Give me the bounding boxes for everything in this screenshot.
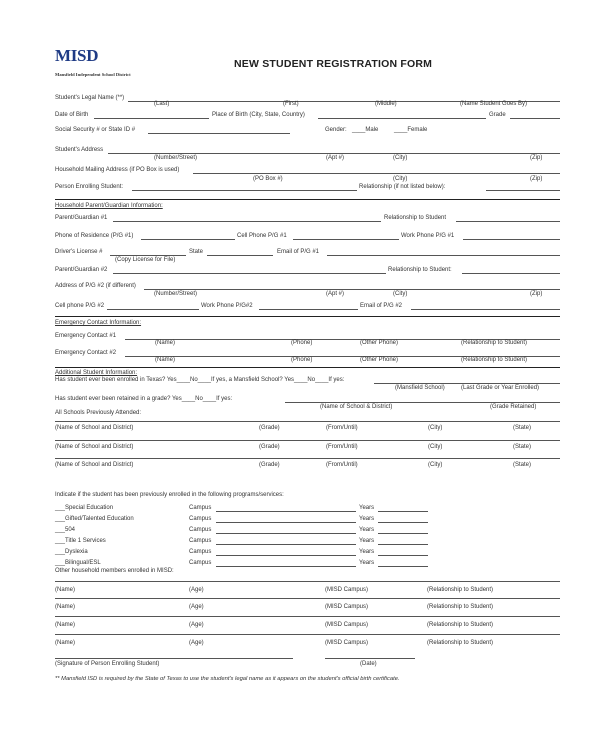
date-line[interactable]	[325, 658, 415, 659]
household-relationship-caption: (Relationship to Student)	[427, 587, 494, 593]
apt-caption-2: (Apt #)	[326, 291, 345, 297]
relationship-not-listed-label: Relationship (if not listed below):	[359, 184, 446, 190]
school-row-state: (State)	[513, 462, 532, 468]
school-row-grade: (Grade)	[259, 462, 280, 468]
last-caption: (Last)	[154, 101, 170, 107]
mailing-line[interactable]	[193, 173, 560, 174]
school-row-city: (City)	[428, 444, 443, 450]
program-years-line[interactable]	[378, 555, 428, 556]
address-label: Student's Address	[55, 147, 104, 153]
page-title: NEW STUDENT REGISTRATION FORM	[234, 58, 433, 70]
grade-label: Grade	[489, 112, 506, 118]
district-logo: MISD	[55, 46, 99, 65]
school-row-city: (City)	[428, 425, 443, 431]
cell-pg2-line[interactable]	[107, 309, 199, 310]
program-campus-label: Campus	[189, 538, 212, 544]
work-pg2-label: Work Phone P/G#2	[201, 303, 253, 309]
email-pg1-label: Email of P/G #1	[277, 249, 320, 255]
pg1-relationship-label: Relationship to Student	[384, 215, 447, 221]
contact1-phone-caption: (Phone)	[291, 340, 313, 346]
program-campus-label: Campus	[189, 560, 212, 566]
city-caption-2: (City)	[393, 176, 408, 182]
number-street-caption: (Number/Street)	[154, 155, 198, 161]
household-name-caption: (Name)	[55, 587, 76, 593]
household-row-line[interactable]	[55, 616, 560, 617]
household-age-caption: (Age)	[189, 640, 204, 646]
contact2-name-caption: (Name)	[155, 357, 176, 363]
first-caption: (First)	[283, 101, 299, 107]
dob-label: Date of Birth	[55, 112, 89, 118]
cell-pg1-line[interactable]	[293, 239, 399, 240]
household-relationship-caption: (Relationship to Student)	[427, 604, 494, 610]
apt-caption: (Apt #)	[326, 155, 345, 161]
enrolling-line[interactable]	[132, 190, 357, 191]
contact1-name-caption: (Name)	[155, 340, 176, 346]
work-pg2-line[interactable]	[259, 309, 358, 310]
program-item[interactable]: ___Special Education	[55, 505, 114, 511]
address-pg2-line[interactable]	[144, 289, 560, 290]
program-item[interactable]: ___Title 1 Services	[55, 538, 106, 544]
phone-residence-label: Phone of Residence (P/G #1)	[55, 233, 134, 239]
household-name-caption: (Name)	[55, 640, 76, 646]
parents-section-title: Household Parent/Guardian Information:	[55, 203, 163, 209]
work-pg1-label: Work Phone P/G #1	[401, 233, 455, 239]
date-caption: (Date)	[360, 661, 377, 667]
po-box-caption: (PO Box #)	[253, 176, 283, 182]
divider	[55, 316, 560, 317]
contact1-other-phone-caption: (Other Phone)	[360, 340, 399, 346]
program-years-label: Years	[359, 516, 375, 522]
relationship-not-listed-line[interactable]	[486, 190, 560, 191]
pg1-relationship-line[interactable]	[456, 221, 560, 222]
household-campus-caption: (MISD Campus)	[325, 622, 369, 628]
pg1-line[interactable]	[113, 221, 381, 222]
household-row-line[interactable]	[55, 581, 560, 582]
pob-label: Place of Birth (City, State, Country)	[212, 112, 305, 118]
contact2-other-phone-caption: (Other Phone)	[360, 357, 399, 363]
last-grade-caption: (Last Grade or Year Enrolled)	[461, 385, 540, 391]
grade-retained-caption: (Grade Retained)	[490, 404, 537, 410]
emergency-section-title: Emergency Contact Information:	[55, 320, 142, 326]
contact2-label: Emergency Contact #2	[55, 350, 117, 356]
program-item[interactable]: ___504	[55, 527, 76, 533]
program-years-label: Years	[359, 549, 375, 555]
program-item[interactable]: ___Dyslexia	[55, 549, 88, 555]
email-pg2-label: Email of P/G #2	[360, 303, 403, 309]
pg1-label: Parent/Guardian #1	[55, 215, 108, 221]
school-row-grade: (Grade)	[259, 425, 280, 431]
household-name-caption: (Name)	[55, 622, 76, 628]
program-campus-line[interactable]	[216, 544, 356, 545]
pg2-relationship-label: Relationship to Student:	[388, 267, 452, 273]
programs-intro: Indicate if the student has been previously enrolled in the following programs/services:	[55, 492, 284, 498]
pg2-line[interactable]	[113, 273, 386, 274]
zip-caption: (Zip)	[530, 155, 543, 161]
retained-question: Has student ever been retained in a grade? Yes____No____If yes:	[55, 396, 233, 402]
enrolling-label: Person Enrolling Student:	[55, 184, 124, 190]
contact1-label: Emergency Contact #1	[55, 333, 117, 339]
gender-label: Gender:	[325, 127, 347, 133]
household-relationship-caption: (Relationship to Student)	[427, 640, 494, 646]
license-label: Driver's License #	[55, 249, 103, 255]
program-years-label: Years	[359, 538, 375, 544]
program-years-label: Years	[359, 505, 375, 511]
program-years-line[interactable]	[378, 511, 428, 512]
household-name-caption: (Name)	[55, 604, 76, 610]
school-row-city: (City)	[428, 462, 443, 468]
divider	[55, 199, 560, 200]
program-item[interactable]: ___Gifted/Talented Education	[55, 516, 134, 522]
household-age-caption: (Age)	[189, 587, 204, 593]
zip-caption-2: (Zip)	[530, 176, 543, 182]
dob-line[interactable]	[94, 118, 209, 119]
contact1-relationship-caption: (Relationship to Student)	[461, 340, 528, 346]
program-years-line[interactable]	[378, 522, 428, 523]
program-years-label: Years	[359, 527, 375, 533]
city-caption-3: (City)	[393, 291, 408, 297]
program-years-line[interactable]	[378, 566, 428, 567]
household-relationship-caption: (Relationship to Student)	[427, 622, 494, 628]
school-row-state: (State)	[513, 425, 532, 431]
program-campus-line[interactable]	[216, 555, 356, 556]
state-line[interactable]	[207, 255, 273, 256]
email-pg2-line[interactable]	[411, 309, 560, 310]
program-campus-line[interactable]	[216, 511, 356, 512]
program-campus-label: Campus	[189, 505, 212, 511]
goes-by-caption: (Name Student Goes By)	[460, 101, 528, 107]
pg2-relationship-line[interactable]	[462, 273, 560, 274]
signature-line[interactable]	[55, 658, 293, 659]
phone-residence-line[interactable]	[141, 239, 235, 240]
district-name: Mansfield Independent School District	[55, 72, 131, 77]
school-row-line[interactable]	[55, 421, 560, 422]
middle-caption: (Middle)	[375, 101, 397, 107]
pg2-label: Parent/Guardian #2	[55, 267, 108, 273]
email-pg1-line[interactable]	[327, 255, 560, 256]
household-row-line[interactable]	[55, 634, 560, 635]
household-campus-caption: (MISD Campus)	[325, 587, 369, 593]
ssn-line[interactable]	[148, 133, 290, 134]
mailing-label: Household Mailing Address (if PO Box is used)	[55, 167, 180, 173]
texas-answer-line[interactable]	[374, 383, 560, 384]
program-campus-label: Campus	[189, 516, 212, 522]
schools-prev-label: All Schools Previously Attended:	[55, 410, 142, 416]
name-school-district-caption: (Name of School & District)	[320, 404, 393, 410]
license-line[interactable]	[110, 255, 186, 256]
number-street-caption-2: (Number/Street)	[154, 291, 198, 297]
program-years-label: Years	[359, 560, 375, 566]
program-item[interactable]: ___Bilingual/ESL	[55, 560, 101, 566]
ssn-label: Social Security # or State ID #	[55, 127, 136, 133]
program-campus-label: Campus	[189, 527, 212, 533]
household-row-line[interactable]	[55, 598, 560, 599]
additional-section-title: Additional Student Information:	[55, 370, 138, 376]
school-row-name: (Name of School and District)	[55, 444, 134, 450]
retained-answer-line[interactable]	[285, 402, 560, 403]
address-line[interactable]	[108, 153, 560, 154]
contact2-phone-caption: (Phone)	[291, 357, 313, 363]
legal-name-label: Student's Legal Name (**)	[55, 95, 125, 101]
copy-license-caption: (Copy License for File)	[115, 257, 176, 263]
cell-pg2-label: Cell phone P/G #2	[55, 303, 105, 309]
school-row-name: (Name of School and District)	[55, 425, 134, 431]
female-option[interactable]: ____Female	[394, 127, 428, 133]
zip-caption-3: (Zip)	[530, 291, 543, 297]
signature-caption: (Signature of Person Enrolling Student)	[55, 661, 160, 667]
school-row-grade: (Grade)	[259, 444, 280, 450]
grade-line[interactable]	[510, 118, 560, 119]
school-row-from-until: (From/Until)	[326, 444, 358, 450]
male-option[interactable]: ____Male	[352, 127, 379, 133]
program-campus-line[interactable]	[216, 533, 356, 534]
household-intro: Other household members enrolled in MISD:	[55, 568, 174, 574]
household-age-caption: (Age)	[189, 622, 204, 628]
texas-question: Has student ever been enrolled in Texas? Yes____No____If yes, a Mansfield School? Yes____No____If yes:	[55, 377, 345, 383]
household-campus-caption: (MISD Campus)	[325, 604, 369, 610]
program-campus-label: Campus	[189, 549, 212, 555]
divider	[55, 367, 560, 368]
contact2-relationship-caption: (Relationship to Student)	[461, 357, 528, 363]
program-campus-line[interactable]	[216, 566, 356, 567]
mansfield-school-caption: (Mansfield School)	[395, 385, 445, 391]
school-row-line[interactable]	[55, 458, 560, 459]
program-years-line[interactable]	[378, 533, 428, 534]
state-label: State	[189, 249, 204, 255]
school-row-state: (State)	[513, 444, 532, 450]
school-row-from-until: (From/Until)	[326, 425, 358, 431]
program-campus-line[interactable]	[216, 522, 356, 523]
school-row-from-until: (From/Until)	[326, 462, 358, 468]
cell-pg1-label: Cell Phone P/G #1	[237, 233, 287, 239]
household-campus-caption: (MISD Campus)	[325, 640, 369, 646]
household-age-caption: (Age)	[189, 604, 204, 610]
pob-line[interactable]	[318, 118, 486, 119]
work-pg1-line[interactable]	[463, 239, 560, 240]
school-row-name: (Name of School and District)	[55, 462, 134, 468]
footnote: ** Mansfield ISD is required by the State of Texas to use the student's legal name as it appears on the student's official birth certificate.	[55, 676, 400, 682]
city-caption: (City)	[393, 155, 408, 161]
school-row-line[interactable]	[55, 440, 560, 441]
address-pg2-label: Address of P/G #2 (if different)	[55, 283, 136, 289]
program-years-line[interactable]	[378, 544, 428, 545]
